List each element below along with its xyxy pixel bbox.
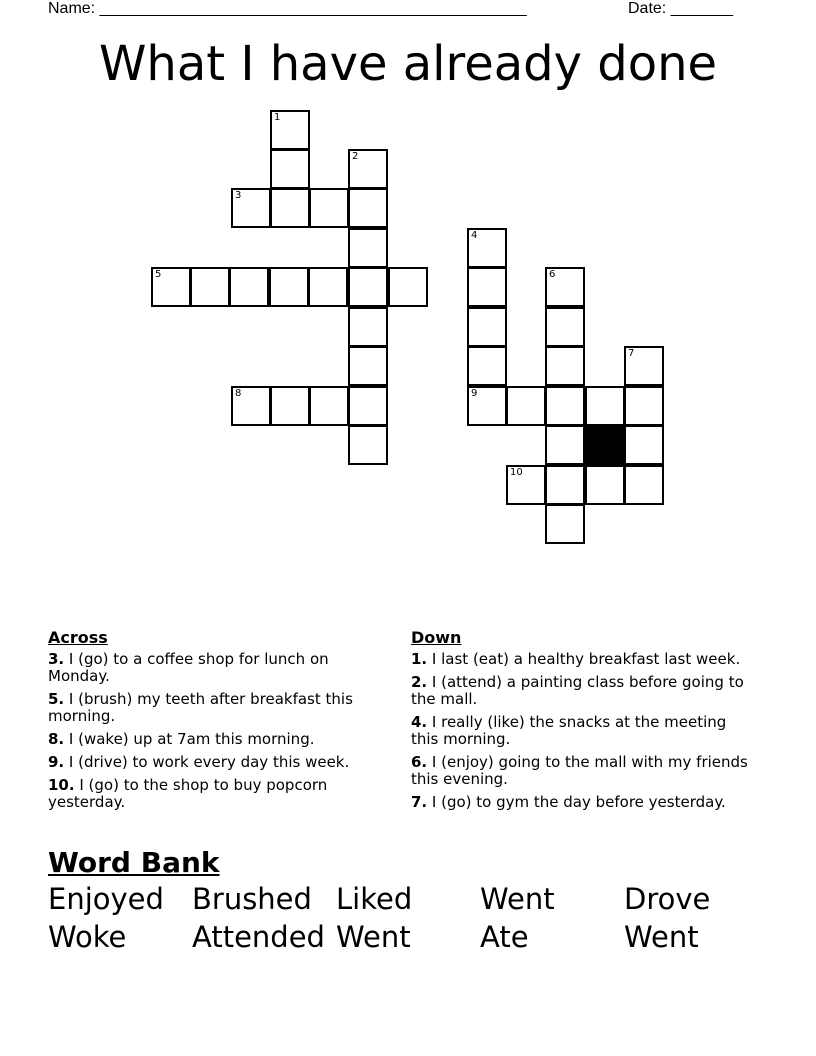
crossword-cell[interactable] xyxy=(348,149,388,189)
word-bank-item: Drove xyxy=(624,882,711,916)
word-bank-item: Brushed xyxy=(192,882,312,916)
crossword-cell[interactable] xyxy=(585,386,625,426)
clue-number: 1 xyxy=(274,112,281,123)
clue-number: 10 xyxy=(510,467,523,478)
clue-text: I last (eat) a healthy breakfast last week. xyxy=(431,650,741,668)
word-bank-item: Liked xyxy=(336,882,413,916)
crossword-cell[interactable] xyxy=(229,267,269,307)
crossword-cell[interactable] xyxy=(624,425,664,465)
crossword-cell[interactable] xyxy=(348,228,388,268)
crossword-cell[interactable] xyxy=(506,386,546,426)
clue-number: 1. xyxy=(411,650,428,668)
crossword-cell[interactable] xyxy=(348,425,388,465)
word-bank-item: Woke xyxy=(48,920,127,954)
word-bank-title: Word Bank xyxy=(48,846,220,879)
crossword-cell[interactable] xyxy=(348,188,388,228)
clue-item xyxy=(411,714,756,748)
crossword-cell[interactable] xyxy=(624,386,664,426)
clue-text: I (wake) up at 7am this morning. xyxy=(68,730,315,748)
clue-number: 8 xyxy=(235,388,242,399)
clue-text: I (brush) my teeth after breakfast this morning. xyxy=(48,690,353,725)
clue-number: 4. xyxy=(411,713,428,731)
crossword-cell[interactable] xyxy=(190,267,230,307)
clue-number: 6 xyxy=(549,269,556,280)
clue-item xyxy=(48,777,386,811)
page-title: What I have already done xyxy=(98,36,718,92)
crossword-cell[interactable] xyxy=(388,267,428,307)
crossword-cell[interactable] xyxy=(348,386,388,426)
crossword-cell[interactable] xyxy=(545,346,585,386)
crossword-cell[interactable] xyxy=(506,465,546,505)
crossword-cell[interactable] xyxy=(545,386,585,426)
crossword-cell[interactable] xyxy=(467,346,507,386)
crossword-cell[interactable] xyxy=(545,425,585,465)
crossword-cell[interactable] xyxy=(467,307,507,347)
clue-number: 2 xyxy=(352,151,359,162)
clue-number: 8. xyxy=(48,730,65,748)
crossword-cell[interactable] xyxy=(270,110,310,150)
crossword-cell[interactable] xyxy=(624,465,664,505)
clue-number: 10. xyxy=(48,776,75,794)
crossword-cell[interactable] xyxy=(269,267,309,307)
clue-number: 5 xyxy=(155,269,162,280)
down-clues xyxy=(411,628,756,817)
word-bank-item: Went xyxy=(336,920,411,954)
crossword-cell[interactable] xyxy=(545,307,585,347)
clue-number: 3. xyxy=(48,650,65,668)
crossword-cell[interactable] xyxy=(545,267,585,307)
clue-text: I (go) to a coffee shop for lunch on Monday. xyxy=(48,650,329,685)
word-bank-item: Ate xyxy=(480,920,529,954)
crossword-cell[interactable] xyxy=(467,228,507,268)
down-heading: Down xyxy=(411,628,462,647)
crossword-cell[interactable] xyxy=(270,149,310,189)
clue-item xyxy=(411,651,756,668)
clue-text: I (drive) to work every day this week. xyxy=(68,753,350,771)
crossword-cell[interactable] xyxy=(270,386,310,426)
crossword-cell[interactable] xyxy=(467,386,507,426)
clue-number: 7. xyxy=(411,793,428,811)
word-bank-item: Enjoyed xyxy=(48,882,164,916)
clue-item xyxy=(411,754,756,788)
clue-number: 9. xyxy=(48,753,65,771)
date-field-label: Date: _______ xyxy=(628,0,733,17)
word-bank-item: Went xyxy=(480,882,555,916)
clue-item xyxy=(411,674,756,708)
clue-text: I (attend) a painting class before going to the mall. xyxy=(411,673,744,708)
crossword-cell[interactable] xyxy=(348,267,388,307)
across-clues xyxy=(48,628,386,817)
crossword-cell[interactable] xyxy=(308,267,348,307)
clue-text: I really (like) the snacks at the meeting this morning. xyxy=(411,713,727,748)
clue-text: I (go) to gym the day before yesterday. xyxy=(431,793,726,811)
clue-item xyxy=(48,754,386,771)
clue-number: 2. xyxy=(411,673,428,691)
crossword-cell[interactable] xyxy=(348,346,388,386)
clue-number: 7 xyxy=(628,348,635,359)
across-heading: Across xyxy=(48,628,108,647)
crossword-cell[interactable] xyxy=(585,465,625,505)
crossword-cell[interactable] xyxy=(151,267,191,307)
crossword-cell[interactable] xyxy=(348,307,388,347)
crossword-cell[interactable] xyxy=(231,386,271,426)
crossword-cell[interactable] xyxy=(545,504,585,544)
clue-item xyxy=(48,731,386,748)
clue-number: 6. xyxy=(411,753,428,771)
clue-text: I (enjoy) going to the mall with my friends this evening. xyxy=(411,753,748,788)
word-bank-item: Attended xyxy=(192,920,325,954)
clue-item xyxy=(411,794,756,811)
crossword-cell[interactable] xyxy=(624,346,664,386)
clue-text: I (go) to the shop to buy popcorn yesterday. xyxy=(48,776,328,811)
crossword-cell[interactable] xyxy=(231,188,271,228)
clue-number: 3 xyxy=(235,190,242,201)
clue-number: 5. xyxy=(48,690,65,708)
crossword-cell[interactable] xyxy=(270,188,310,228)
crossword-cell[interactable] xyxy=(309,386,349,426)
clue-number: 4 xyxy=(471,230,478,241)
crossword-cell[interactable] xyxy=(467,267,507,307)
word-bank xyxy=(48,880,768,956)
name-field-label: Name: ________________________________________________ xyxy=(48,0,527,17)
clue-number: 9 xyxy=(471,388,478,399)
clue-item xyxy=(48,691,386,725)
clue-item xyxy=(48,651,386,685)
crossword-cell[interactable] xyxy=(545,465,585,505)
blocked-cell xyxy=(585,425,625,465)
word-bank-item: Went xyxy=(624,920,699,954)
crossword-cell[interactable] xyxy=(309,188,349,228)
